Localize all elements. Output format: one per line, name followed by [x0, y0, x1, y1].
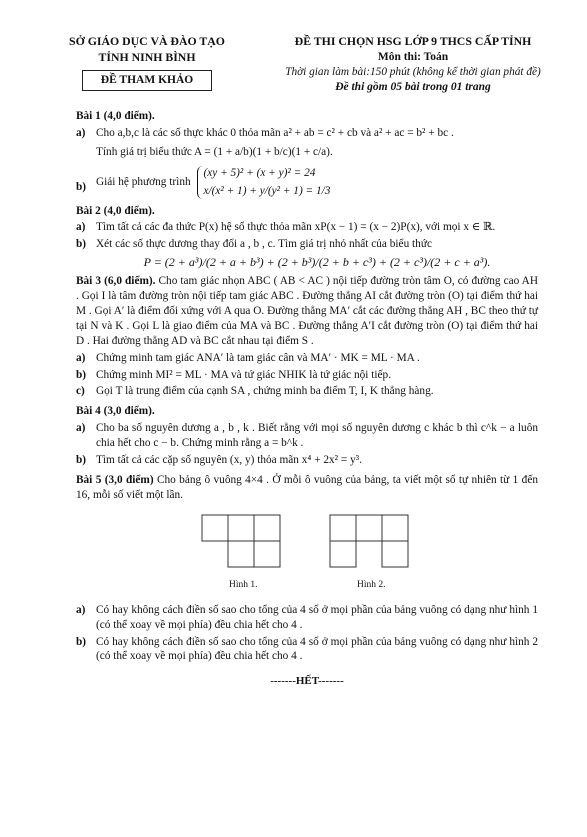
problem-5b	[76, 635, 538, 665]
problem-3-intro: Cho tam giác nhọn ABC ( AB < AC ) nội tiếp đường tròn tâm O, có đường cao AH . Gọi I là tâm đường tròn nội tiếp tam giác ABC . Đường thẳng AI cắt đường tròn (O) tại điểm thứ hai M . Gọi A′ là điểm đối xứng với A qua O. Đường thẳng MA′ cắt các đường thẳng AH , BC theo thứ tự tại N và K . Gọi L là giao điểm của MA và BC . Đường thẳng A′I cắt đường tròn (O) tại điểm thứ hai D . Hai đường thẳng AD và BC cắt nhau tại điểm S .	[76, 275, 538, 347]
problem-5	[76, 473, 538, 503]
item-marker: a)	[76, 422, 86, 435]
problem-5-intro: Cho bảng ô vuông 4×4 . Ở mỗi ô vuông của bảng, ta viết một số tự nhiên từ 1 đến 16, mỗi số viết một lần.	[76, 473, 538, 501]
problem-5a	[76, 603, 538, 633]
problem-4b-text: Tìm tất cả các cặp số nguyên (x, y) thỏa mãn x⁴ + 2x² = y³.	[96, 454, 362, 467]
problem-3b	[76, 368, 538, 383]
exam-content	[76, 106, 538, 689]
problem-1b	[76, 166, 538, 199]
time-line: Thời gian làm bài:150 phút (không kể thời gian phát đề)	[285, 65, 541, 78]
problem-2b	[76, 237, 538, 271]
department-name: SỞ GIÁO DỤC VÀ ĐÀO TẠO	[69, 34, 225, 48]
exam-title: ĐỀ THI CHỌN HSG LỚP 9 THCS CẤP TỈNH	[294, 34, 532, 48]
problem-3c	[76, 384, 538, 399]
problem-3a	[76, 351, 538, 366]
item-marker: b)	[76, 635, 87, 648]
equation-system	[197, 166, 330, 199]
figures	[76, 509, 538, 601]
problem-4a	[76, 421, 538, 451]
item-marker: b)	[76, 238, 87, 251]
problem-2a-text: Tìm tất cả các đa thức P(x) hệ số thực thỏa mãn xP(x − 1) = (x − 2)P(x), với mọi x ∈ ℝ.	[96, 221, 496, 234]
problem-4b	[76, 453, 538, 468]
problem-5-title: Bài 5 (3,0 điểm)	[76, 473, 154, 486]
item-marker: b)	[76, 368, 87, 381]
problem-3-title: Bài 3 (6,0 điểm).	[76, 275, 156, 288]
figure-1	[202, 515, 280, 567]
problem-2-title: Bài 2 (4,0 điểm).	[76, 204, 155, 217]
problem-1a	[76, 126, 538, 160]
equation-1: (xy + 5)² + (x + y)² = 24	[203, 166, 316, 179]
problem-4-title: Bài 4 (3,0 điểm).	[76, 405, 155, 418]
header-right	[268, 34, 558, 95]
problem-2b-text: Xét các số thực dương thay đổi a , b , c. Tìm giá trị nhỏ nhất của biểu thức	[96, 238, 432, 251]
item-marker: a)	[76, 351, 86, 364]
problem-5b-text: Có hay không cách điền số sao cho tổng của 4 số ở mọi phần của bảng vuông có dạng như hình 2 (có thể xoay về mọi phía) đều chia hết cho 4 .	[96, 635, 538, 663]
item-marker: b)	[76, 180, 87, 193]
problem-5a-text: Có hay không cách điền số sao cho tổng của 4 số ở mọi phần của bảng vuông có dạng như hình 1 (có thể xoay về mọi phía) đều chia hết cho 4 .	[96, 603, 538, 631]
header-left	[52, 34, 242, 91]
problem-3a-text: Chứng minh tam giác ANA′ là tam giác cân và MA′ · MK = ML · MA .	[96, 351, 420, 364]
problem-3b-text: Chứng minh MI² = ML · MA và tứ giác NHIK là tứ giác nội tiếp.	[96, 368, 392, 381]
figure-shapes	[76, 509, 538, 601]
reference-exam-label: ĐỀ THAM KHẢO	[82, 70, 212, 91]
problem-3c-text: Gọi T là trung điểm của cạnh SA , chứng minh ba điểm T, I, K thẳng hàng.	[96, 385, 434, 398]
problem-2a	[76, 220, 538, 235]
figure-2	[330, 515, 408, 567]
item-marker: c)	[76, 385, 85, 398]
figure-1-caption: Hình 1.	[229, 579, 258, 590]
problem-1a-text: Cho a,b,c là các số thực khác 0 thỏa mãn a² + ab = c² + cb và a² + ac = b² + bc .	[96, 126, 454, 139]
figure-2-caption: Hình 2.	[357, 579, 386, 590]
pages-line: Đề thi gồm 05 bài trong 01 trang	[335, 80, 491, 93]
problem-1-title: Bài 1 (4,0 điểm).	[76, 110, 155, 122]
problem-2b-formula: P = (2 + a³)/(2 + a + b³) + (2 + b³)/(2 + b + c³) + (2 + c³)/(2 + c + a³).	[143, 255, 491, 270]
end-marker: -------HẾT-------	[270, 675, 344, 688]
problem-4a-text: Cho ba số nguyên dương a , b , k . Biết rằng với mọi số nguyên dương c khác b thì c^k − a luôn chia hết cho c − b. Chứng minh rằng a = b^k .	[96, 422, 538, 450]
province-name: TỈNH NINH BÌNH	[98, 49, 196, 64]
item-marker: a)	[76, 126, 86, 139]
item-marker: a)	[76, 603, 86, 616]
subject-line: Môn thi: Toán	[377, 50, 449, 63]
problem-1b-text: Giải hệ phương trình	[96, 175, 191, 188]
problem-3	[76, 274, 538, 349]
problem-1a-expression: Tính giá trị biểu thức A = (1 + a/b)(1 + b/c)(1 + c/a).	[96, 145, 333, 158]
item-marker: a)	[76, 221, 86, 234]
equation-2: x/(x² + 1) + y/(y² + 1) = 1/3	[203, 184, 331, 197]
item-marker: b)	[76, 454, 87, 467]
